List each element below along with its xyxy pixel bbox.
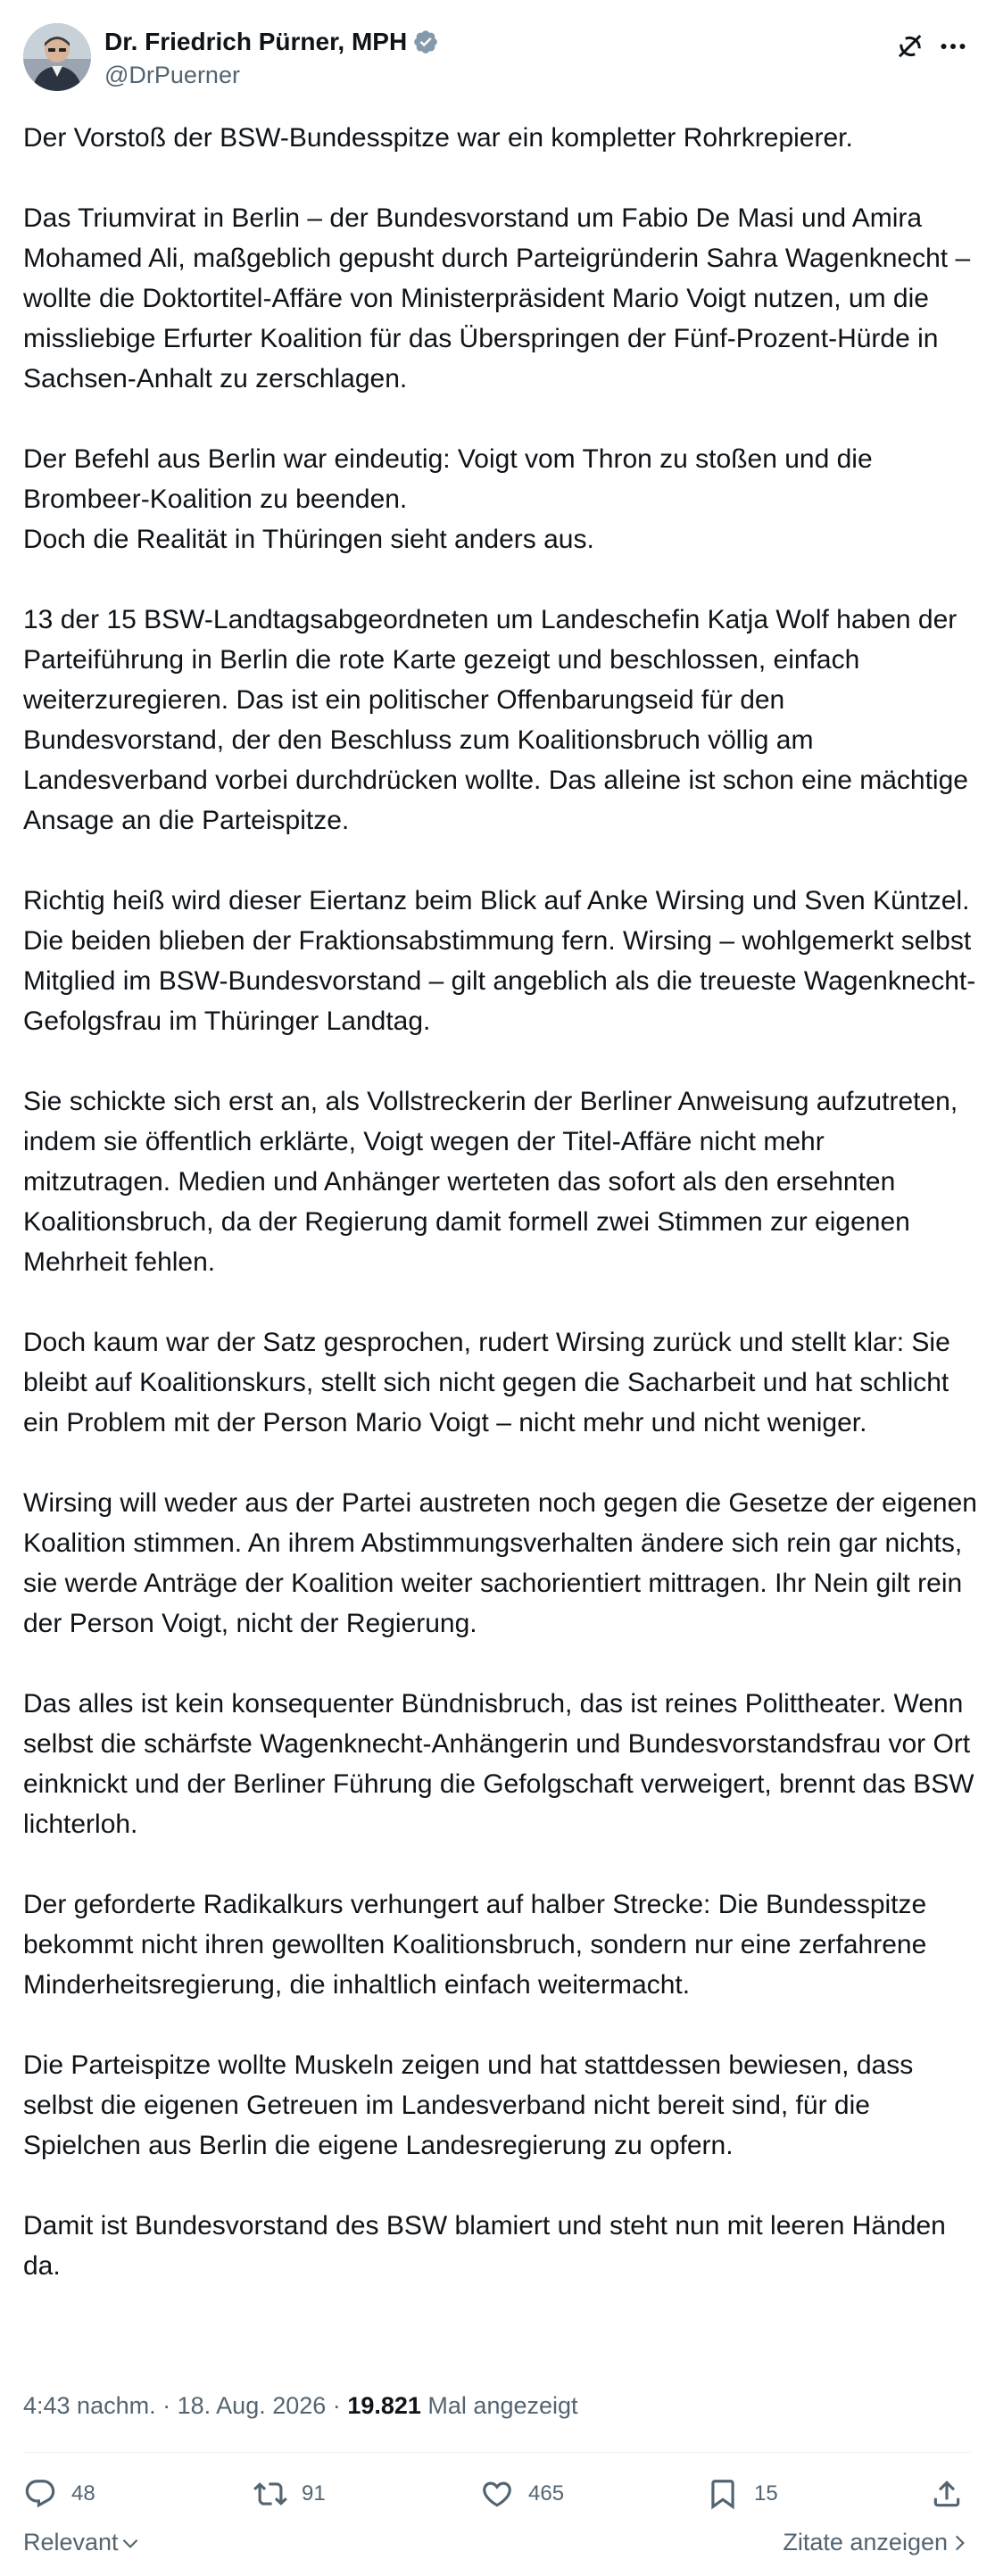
sort-dropdown[interactable] (23, 2529, 142, 2556)
bookmark-button[interactable] (706, 2467, 778, 2521)
tweet-text (23, 118, 978, 2286)
repost-button[interactable] (253, 2467, 326, 2521)
replies-footer (23, 2525, 971, 2570)
reply-count: 48 (71, 2481, 95, 2506)
divider (23, 2452, 971, 2453)
bookmark-icon (706, 2477, 740, 2511)
tweet-paragraph: 13 der 15 BSW-Landtagsabgeordneten um Landeschefin Katja Wolf haben der Parteiführung in Berlin die rote Karte gezeigt und beschlossen, einfach weiterzuregieren. Das ist ein politischer Offenbarungseid für den Bundesvorstand, der den Beschluss zum Koalitionsbruch völlig am Landesverband vorbei durchdrücken wollte. Das alleine ist schon eine mächtige Ansage an die Parteispitze. (23, 605, 968, 835)
tweet-paragraph: Wirsing will weder aus der Partei austreten noch gegen die Gesetze der eigenen Koalition stimmen. An ihrem Abstimmungsverhalten ändere sich rein gar nichts, sie werde Anträge der Koalition weiter sachorientiert mittragen. Ihr Nein gilt rein der Person Voigt, nicht der Regierung. (23, 1488, 977, 1638)
repost-count: 91 (302, 2481, 326, 2506)
share-button[interactable] (930, 2467, 964, 2521)
bookmark-count: 15 (754, 2481, 778, 2506)
author-display-name[interactable]: Dr. Friedrich Pürner, MPH (104, 28, 408, 55)
sort-label: Relevant (23, 2529, 119, 2555)
share-icon (930, 2477, 964, 2511)
reply-icon (23, 2477, 57, 2511)
like-icon (480, 2477, 514, 2511)
grok-icon[interactable] (887, 23, 933, 70)
chevron-down-icon (119, 2531, 142, 2555)
view-quotes-link[interactable] (783, 2529, 971, 2556)
tweet-paragraph: Der geforderte Radikalkurs verhungert auf halber Strecke: Die Bundesspitze bekommt nicht ihren gewollten Koalitionsbruch, sondern nur eine zerfahrene Minderheitsregierung, die inhaltlich einfach weitermacht. (23, 1890, 927, 2000)
tweet-paragraph: Das alles ist kein konsequenter Bündnisbruch, das ist reines Polittheater. Wenn selbst die schärfste Wagenknecht-Anhängerin und Bundesvorstandsfrau vor Ort einknickt und der Berliner Führung die Gefolgschaft verweigert, brennt das BSW lichterloh. (23, 1689, 974, 1839)
views-count[interactable]: 19.821 (347, 2392, 421, 2419)
tweet-paragraph: Das Triumvirat in Berlin – der Bundesvorstand um Fabio De Masi und Amira Mohamed Ali, maßgeblich gepusht durch Parteigründerin Sahra Wagenknecht – wollte die Doktortitel-Affäre von Ministerpräsident Mario Voigt nutzen, um die missliebige Erfurter Koalition für das Überspringen der Fünf-Prozent-Hürde in Sachsen-Anhalt zu zerschlagen. (23, 203, 971, 393)
tweet-paragraph: Sie schickte sich erst an, als Vollstreckerin der Berliner Anweisung aufzutreten, indem sie öffentlich erklärte, Voigt wegen der Titel-Affäre nicht mehr mitzutragen. Medien und Anhänger werteten das sofort als den ersehnten Koalitionsbruch, da der Regierung damit formell zwei Stimmen zur eigenen Mehrheit fehlen. (23, 1087, 958, 1277)
like-count: 465 (528, 2481, 565, 2506)
verified-badge-icon[interactable] (412, 29, 439, 55)
avatar[interactable] (23, 23, 91, 91)
meta-separator: · (332, 2392, 341, 2419)
tweet-time[interactable]: 4:43 nachm. (23, 2392, 156, 2419)
like-button[interactable] (480, 2467, 564, 2521)
chevron-right-icon (948, 2531, 971, 2555)
tweet-paragraph: Damit ist Bundesvorstand des BSW blamiert und steht nun mit leeren Händen da. (23, 2211, 946, 2281)
action-bar (23, 2467, 971, 2521)
tweet-meta (23, 2390, 578, 2422)
quotes-label: Zitate anzeigen (783, 2529, 948, 2555)
tweet-paragraph: Die Parteispitze wollte Muskeln zeigen und hat stattdessen bewiesen, dass selbst die eigenen Getreuen im Landesverband nicht bereit sind, für die Spielchen aus Berlin die eigene Landesregierung zu opfern. (23, 2050, 914, 2160)
tweet-header (23, 23, 971, 93)
author-name-row[interactable] (104, 26, 439, 58)
views-label[interactable]: Mal angezeigt (427, 2392, 578, 2419)
reply-button[interactable] (23, 2467, 95, 2521)
meta-separator: · (162, 2392, 171, 2419)
more-options-icon[interactable] (930, 23, 976, 70)
tweet-paragraph: Der Vorstoß der BSW-Bundesspitze war ein kompletter Rohrkrepierer. (23, 123, 853, 153)
tweet-paragraph: Der Befehl aus Berlin war eindeutig: Voigt vom Thron zu stoßen und die Brombeer-Koalition zu beenden. Doch die Realität in Thüringen sieht anders aus. (23, 444, 873, 554)
tweet-date[interactable]: 18. Aug. 2026 (177, 2392, 327, 2419)
repost-icon (253, 2477, 287, 2511)
author-block (104, 26, 439, 90)
tweet-paragraph: Doch kaum war der Satz gesprochen, rudert Wirsing zurück und stellt klar: Sie bleibt auf Koalitionskurs, stellt sich nicht gegen die Sacharbeit und hat schlicht ein Problem mit der Person Mario Voigt – nicht mehr und nicht weniger. (23, 1328, 950, 1437)
tweet-paragraph: Richtig heiß wird dieser Eiertanz beim Blick auf Anke Wirsing und Sven Küntzel. Die beiden blieben der Fraktionsabstimmung fern. Wirsing – wohlgemerkt selbst Mitglied im BSW-Bundesvorstand – gilt angeblich als die treueste Wagenknecht-Gefolgsfrau im Thüringer Landtag. (23, 886, 976, 1036)
author-handle[interactable]: @DrPuerner (104, 62, 240, 88)
